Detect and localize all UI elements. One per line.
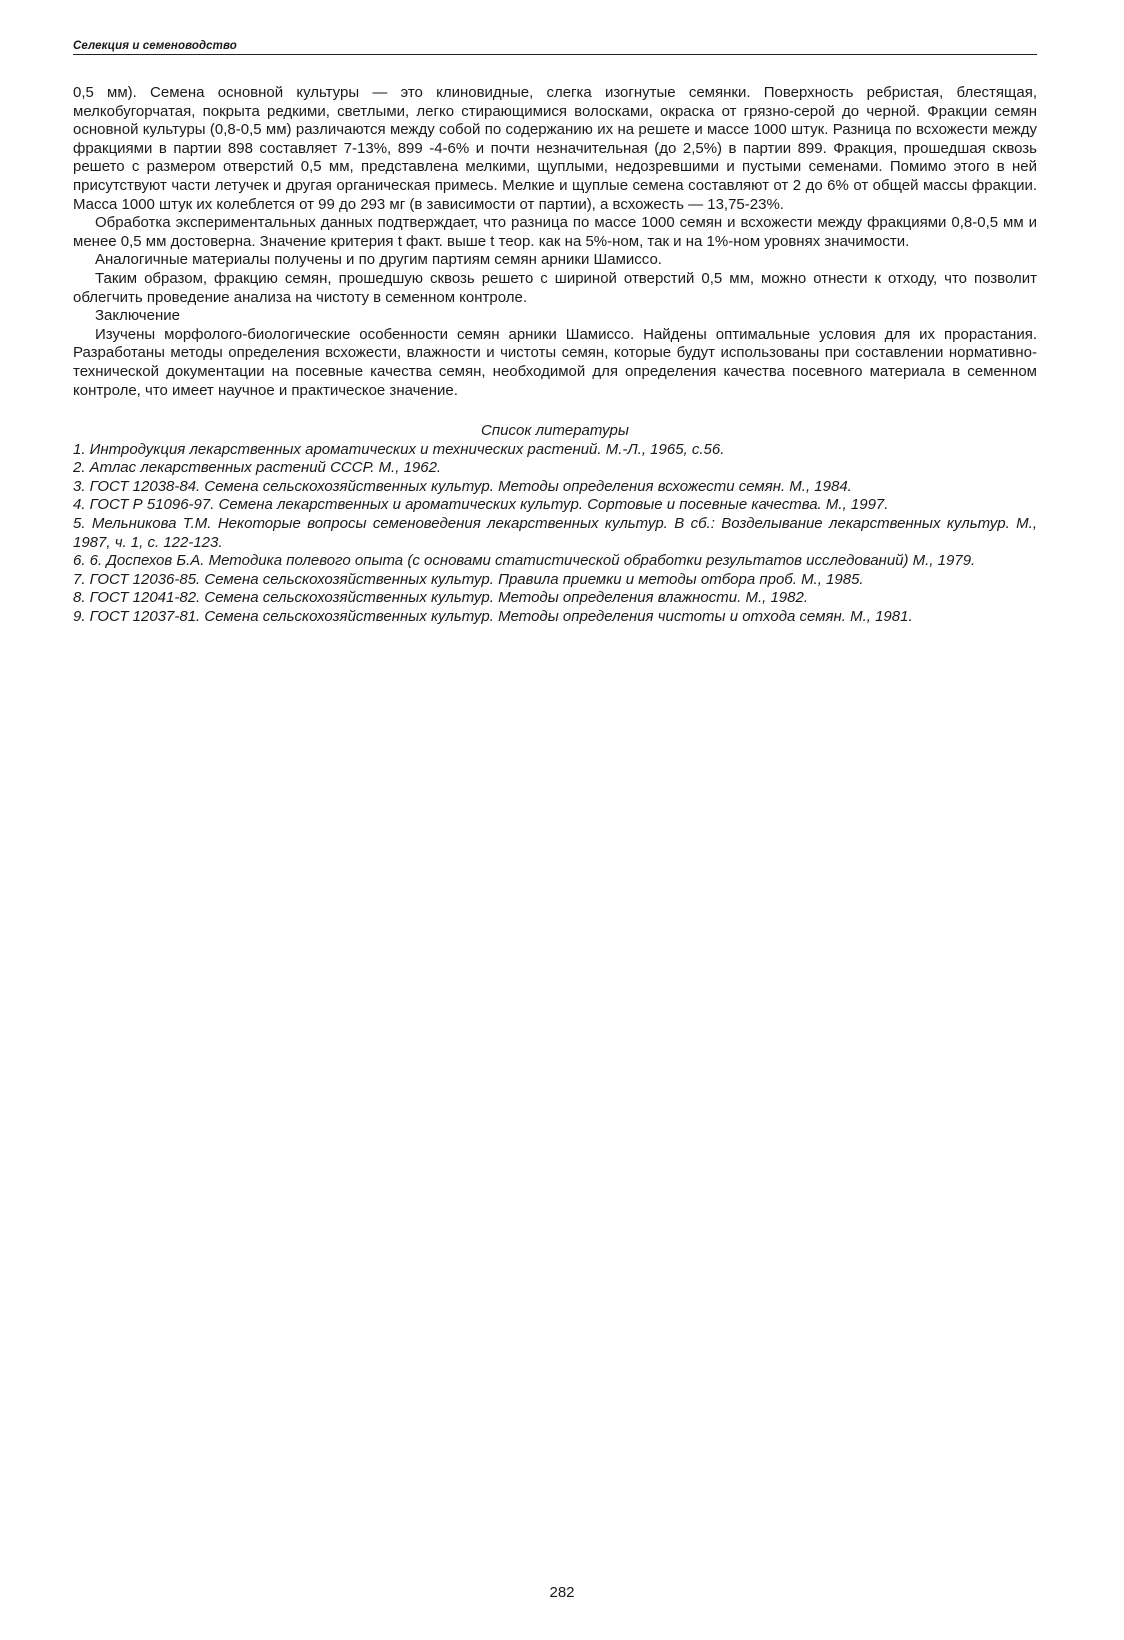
reference-item: 2. Атлас лекарственных растений СССР. М., 1962. [73,459,442,477]
references-list [73,441,1037,627]
body-paragraph: Изучены морфолого-биологические особенности семян арники Шамиссо. Найдены оптимальные условия для их прорастания. Разработаны методы определения всхожести, влажности и чистоты семян, которые будут использованы при составлении нормативно-технической документации на посевные качества семян, необходимой для определения качества посевного материала в семенном контроле, что имеет научное и практическое значение. [73,325,1037,399]
reference-item: 1. Интродукция лекарственных ароматических и технических растений. М.-Л., 1965, с.56. [73,440,725,458]
running-header [73,40,1037,55]
body-paragraph: 0,5 мм). Семена основной культуры — это клиновидные, слегка изогнутые семянки. Поверхность ребристая, блестящая, мелкобугорчатая, покрыта редкими, светлыми, легко стирающимися волосками, окраска от грязно-серой до черной. Фракции семян основной культуры (0,8-0,5 мм) различаются между собой по содержанию их на решете и массе 1000 штук. Разница по всхожести между фракциями в партии 898 составляет 7-13%, 899 -4-6% и почти незначительная (до 2,5%) в партии 899. Фракция, прошедшая сквозь решето с размером отверстий 0,5 мм, представлена мелкими, щуплыми, недозревшими и пустыми семенами. Помимо этого в ней присутствуют части летучек и другая органическая примесь. Мелкие и щуплые семена составляют от 2 до 6% от общей массы фракции. Масса 1000 штук их колеблется от 99 до 293 мг (в зависимости от партии), а всхожесть — 13,75-23%. [73,84,1037,213]
reference-item: 7. ГОСТ 12036-85. Семена сельскохозяйственных культур. Правила приемки и методы отбора проб. М., 1985. [73,570,864,588]
reference-item: 9. ГОСТ 12037-81. Семена сельскохозяйственных культур. Методы определения чистоты и отхода семян. М., 1981. [73,608,913,626]
reference-item: 5. Мельникова Т.М. Некоторые вопросы семеноведения лекарственных культур. В сб.: Возделывание лекарственных культур. М., 1987, ч. 1, с. 122-123. [73,515,1037,551]
reference-item: 6. 6. Доспехов Б.А. Методика полевого опыта (с основами статистической обработки результатов исследований) М., 1979. [73,552,976,570]
body-paragraph: Таким образом, фракцию семян, прошедшую сквозь решето с шириной отверстий 0,5 мм, можно отнести к отходу, что позволит облегчить проведение анализа на чистоту в семенном контроле. [73,269,1037,306]
page-content [73,84,1037,627]
section-title: Селекция и семеноводство [73,40,237,52]
reference-item: 3. ГОСТ 12038-84. Семена сельскохозяйственных культур. Методы определения всхожести семян. М., 1984. [73,477,852,495]
body-paragraph: Аналогичные материалы получены и по другим партиям семян арники Шамиссо. [95,251,662,269]
references-title: Список литературы [481,422,629,440]
body-paragraph: Обработка экспериментальных данных подтверждает, что разница по массе 1000 семян и всхожести между фракциями 0,8-0,5 мм и менее 0,5 мм достоверна. Значение критерия t факт. выше t теор. как на 5%-ном, так и на 1%-ном уровнях значимости. [73,214,1037,250]
reference-item: 8. ГОСТ 12041-82. Семена сельскохозяйственных культур. Методы определения влажности. М., 1982. [73,589,808,607]
conclusion-heading: Заключение [95,307,180,325]
page-number: 282 [549,1584,575,1601]
reference-item: 4. ГОСТ Р 51096-97. Семена лекарственных и ароматических культур. Сортовые и посевные качества. М., 1997. [73,496,889,514]
